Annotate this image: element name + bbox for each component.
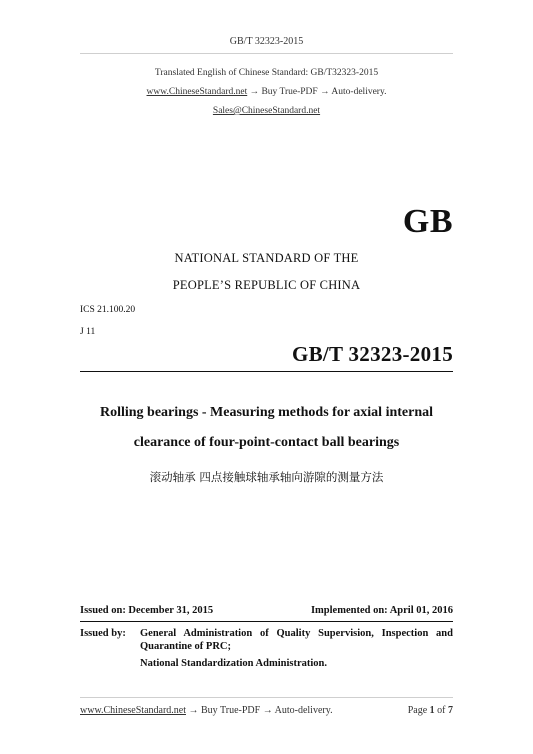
title-en-line2: clearance of four-point-contact ball bearings [133,435,400,450]
issued-by-block [80,628,453,669]
page-of: of [437,705,446,716]
dates-divider [80,621,453,622]
issuer-line2: Quarantine of PRC; [140,641,231,652]
footer-divider [80,697,453,698]
ccs-code: J 11 [80,327,96,337]
footer-buy-text: → Buy True-PDF → Auto-delivery. [188,705,333,716]
email-link[interactable]: Sales@ChineseStandard.net [212,106,321,116]
page-total: 7 [448,705,453,716]
issued-date: Issued on: December 31, 2015 [80,605,214,616]
translation-note: Translated English of Chinese Standard: GB/T32323-2015 [154,68,379,78]
site-link[interactable]: www.ChineseStandard.net [146,87,248,97]
issuer-line1: General Administration of Quality Supervision, Inspection and [140,628,453,639]
issuer-line3: National Standardization Administration. [140,658,327,669]
buy-text: → Buy True-PDF → Auto-delivery. [249,87,387,97]
email-line [0,106,533,116]
title-en-line1: Rolling bearings - Measuring methods for axial internal [99,405,434,420]
issued-by-label: Issued by: [80,628,126,639]
page-label: Page [407,705,428,716]
running-header: GB/T 32323-2015 [229,36,304,47]
footer-buy-line [80,705,333,716]
title-cn: 滚动轴承 四点接触球轴承轴向游隙的测量方法 [149,470,384,484]
page-current: 1 [429,705,435,716]
page-indicator [408,705,453,716]
gb-logo: GB [402,203,453,240]
header-divider [80,53,453,54]
ics-code: ICS 21.100.20 [80,305,136,315]
standard-number: GB/T 32323-2015 [291,342,453,366]
footer-site-link[interactable]: www.ChineseStandard.net [80,705,186,716]
buy-line [0,87,533,97]
title-divider [80,371,453,372]
national-standard-line1: NATIONAL STANDARD OF THE [174,251,359,265]
implemented-date: Implemented on: April 01, 2016 [310,605,453,616]
national-standard-line2: PEOPLE’S REPUBLIC OF CHINA [172,278,361,292]
